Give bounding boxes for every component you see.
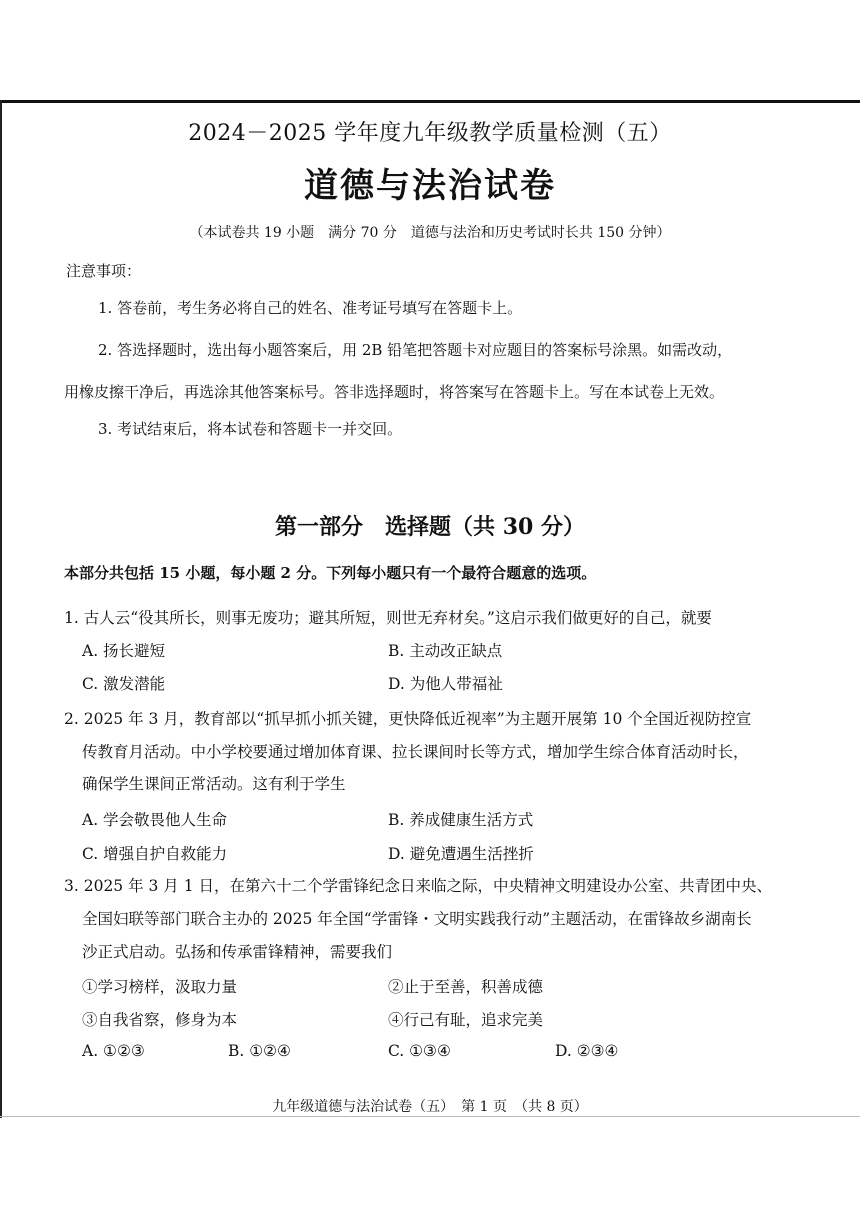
exam-title: 道德与法治试卷: [304, 166, 556, 206]
section-instruction: 本部分共包括 15 小题，每小题 2 分。下列每小题只有一个最符合题意的选项。: [64, 564, 597, 582]
exam-subtitle: （本试卷共 19 小题 满分 70 分 道德与法治和历史考试时长共 150 分钟）: [189, 225, 671, 241]
question-3-option-b: B. ①②④: [228, 1042, 291, 1060]
question-2-option-c: C. 增强自护自救能力: [82, 845, 228, 863]
question-3-option-c: C. ①③④: [388, 1042, 451, 1060]
question-3-statement-2: ②止于至善，积善成德: [388, 978, 544, 996]
note-line: 2. 答选择题时，选出每小题答案后，用 2B 铅笔把答题卡对应题目的答案标号涂黑。如需改动，: [98, 341, 733, 359]
question-2-stem: 确保学生课间正常活动。这有利于学生: [82, 775, 346, 793]
question-3-statement-1: ①学习榜样，汲取力量: [82, 978, 238, 996]
note-line: 用橡皮擦干净后，再选涂其他答案标号。答非选择题时，将答案写在答题卡上。写在本试卷上无效。: [64, 383, 725, 401]
exam-header: 2024－2025 学年度九年级教学质量检测（五）: [188, 121, 672, 146]
note-line: 3. 考试结束后，将本试卷和答题卡一并交回。: [98, 420, 403, 438]
question-3-stem: 沙正式启动。弘扬和传承雷锋精神，需要我们: [82, 943, 393, 961]
question-1-option-b: B. 主动改正缺点: [388, 642, 503, 660]
section-title: 第一部分 选择题（共 30 分）: [275, 514, 585, 540]
question-2-option-b: B. 养成健康生活方式: [388, 811, 534, 829]
question-2-stem: 传教育月活动。中小学校要通过增加体育课、拉长课间时长等方式，增加学生综合体育活动时长，: [82, 743, 749, 761]
question-3-stem: 3. 2025 年 3 月 1 日，在第六十二个学雷锋纪念日来临之际，中央精神文明建设办公室、共青团中央、: [64, 877, 773, 895]
question-3-option-a: A. ①②③: [82, 1042, 145, 1060]
question-2-option-a: A. 学会敬畏他人生命: [82, 811, 228, 829]
notes-label: 注意事项：: [66, 262, 142, 280]
question-3-statement-3: ③自我省察，修身为本: [82, 1011, 238, 1029]
left-border-line: [0, 100, 2, 1118]
note-line: 1. 答卷前，考生务必将自己的姓名、准考证号填写在答题卡上。: [98, 299, 523, 317]
question-1-option-d: D. 为他人带福祉: [388, 675, 503, 693]
page-footer: 九年级道德与法治试卷（五） 第 1 页 （共 8 页）: [272, 1099, 588, 1115]
question-1-option-c: C. 激发潜能: [82, 675, 166, 693]
question-1-stem: 1. 古人云“役其所长，则事无废功；避其所短，则世无弃材矣。”这启示我们做更好的自己，就要: [64, 609, 712, 627]
question-2-option-d: D. 避免遭遇生活挫折: [388, 845, 534, 863]
question-3-stem: 全国妇联等部门联合主办的 2025 年全国“学雷锋・文明实践我行动”主题活动，在雷锋故乡湖南长: [82, 910, 752, 928]
bottom-border-line: [0, 1116, 860, 1117]
top-border-line: [0, 100, 860, 103]
question-3-option-d: D. ②③④: [555, 1042, 619, 1060]
question-1-option-a: A. 扬长避短: [82, 642, 166, 660]
question-3-statement-4: ④行己有耻，追求完美: [388, 1011, 544, 1029]
question-2-stem: 2. 2025 年 3 月，教育部以“抓早抓小抓关键，更快降低近视率”为主题开展第 10 个全国近视防控宣: [64, 710, 752, 728]
